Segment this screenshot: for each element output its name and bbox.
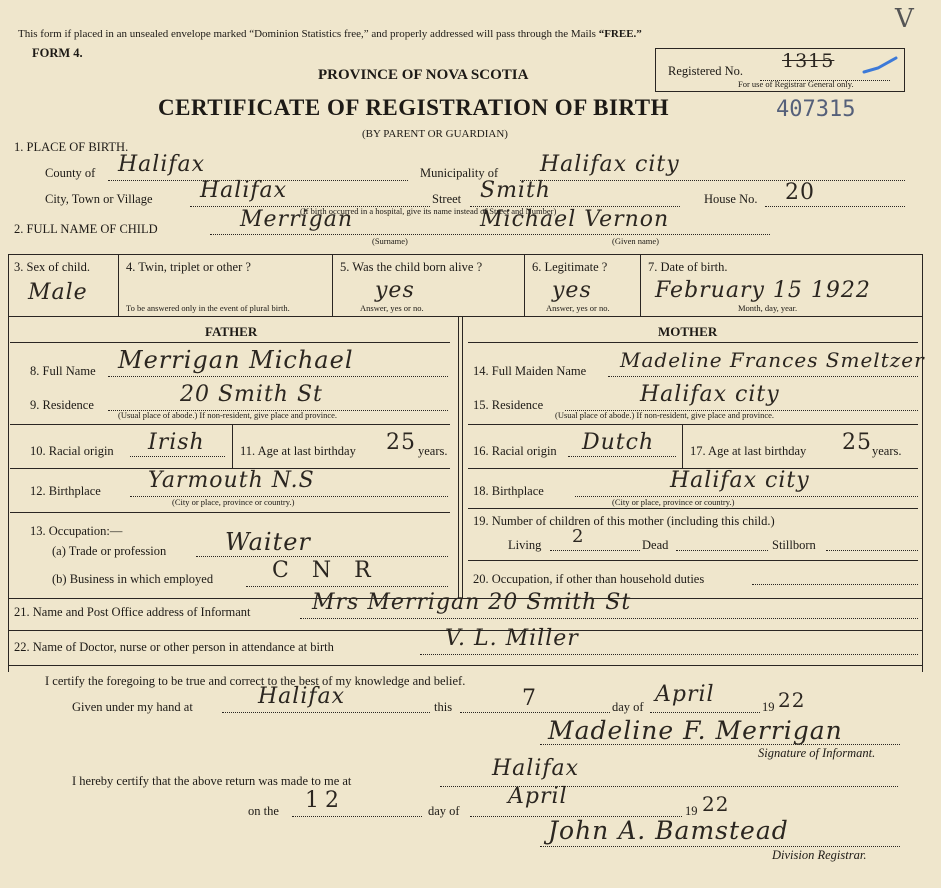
given-day: 7 — [522, 686, 537, 711]
mother-stillborn-label: Stillborn — [772, 538, 816, 552]
given-year-prefix: 19 — [762, 700, 775, 714]
registered-label: Registered No. — [668, 64, 743, 78]
mother-birthplace-label: 18. Birthplace — [473, 484, 544, 498]
father-residence-label: 9. Residence — [30, 398, 94, 412]
sex-value: Male — [28, 280, 88, 305]
mother-name-value: Madeline Frances Smeltzer — [620, 348, 925, 372]
street-label: Street — [432, 192, 462, 206]
informant-label: 21. Name and Post Office address of Informant — [14, 605, 251, 619]
father-business-label: (b) Business in which employed — [52, 572, 214, 586]
city-label: City, Town or Village — [45, 192, 153, 206]
mother-occupation-label: 20. Occupation, if other than household duties — [473, 572, 705, 586]
return-year: 22 — [702, 792, 730, 816]
legitimate-value: yes — [552, 278, 592, 303]
mother-living-label: Living — [508, 538, 542, 552]
return-day: 12 — [305, 788, 345, 813]
doctor-label: 22. Name of Doctor, nurse or other person in attendance at birth — [14, 640, 334, 654]
mailing-notice-free: “FREE.” — [598, 28, 642, 40]
day-of-label: day of — [612, 700, 644, 714]
form-number: FORM 4. — [32, 46, 83, 60]
return-year-prefix: 19 — [685, 804, 698, 818]
on-the-label: on the — [248, 804, 279, 818]
date-caption: Month, day, year. — [738, 303, 798, 313]
mother-age-suffix: years. — [872, 444, 902, 458]
on-day-of-label: day of — [428, 804, 460, 818]
legitimate-label: 6. Legitimate ? — [532, 260, 608, 274]
mother-heading: MOTHER — [658, 324, 718, 339]
hospital-note: (If birth occurred in a hospital, give its name instead of Street and Number) — [300, 206, 557, 216]
stamp-number: 407315 — [776, 97, 856, 122]
given-year: 22 — [778, 688, 806, 712]
mother-residence-label: 15. Residence — [473, 398, 544, 412]
date-of-birth-label: 7. Date of birth. — [648, 260, 728, 274]
father-racial-value: Irish — [148, 430, 205, 455]
father-birthplace-value: Yarmouth N.S — [148, 468, 315, 493]
registered-number: 1315 — [782, 50, 835, 72]
mother-birthplace-note: (City or place, province or country.) — [612, 497, 735, 507]
father-residence-value: 20 Smith St — [180, 382, 323, 407]
mother-name-label: 14. Full Maiden Name — [473, 364, 587, 378]
this-label: this — [434, 700, 453, 714]
alive-value: yes — [375, 278, 415, 303]
twin-note: To be answered only in the event of plural birth. — [126, 303, 290, 313]
father-racial-label: 10. Racial origin — [30, 444, 114, 458]
child-name-label: 2. FULL NAME OF CHILD — [14, 222, 158, 236]
mother-dead-label: Dead — [642, 538, 669, 552]
mother-residence-note: (Usual place of abode.) If non-resident, give place and province. — [555, 410, 775, 420]
twin-label: 4. Twin, triplet or other ? — [126, 260, 251, 274]
return-text: I hereby certify that the above return was made to me at — [72, 774, 352, 788]
mother-living-value: 2 — [572, 526, 585, 547]
father-age-suffix: years. — [418, 444, 448, 458]
house-label: House No. — [704, 192, 758, 206]
county-value: Halifax — [118, 152, 206, 177]
municipality-value: Halifax city — [540, 152, 680, 177]
father-age-label: 11. Age at last birthday — [240, 444, 356, 458]
city-value: Halifax — [200, 178, 288, 203]
mother-age-label: 17. Age at last birthday — [690, 444, 807, 458]
registrar-use-note: For use of Registrar General only. — [738, 79, 854, 89]
sex-label: 3. Sex of child. — [14, 260, 91, 274]
house-value: 20 — [785, 180, 815, 205]
mother-racial-label: 16. Racial origin — [473, 444, 557, 458]
registrar-signature-caption: Division Registrar. — [772, 848, 867, 862]
doctor-value: V. L. Miller — [445, 626, 579, 651]
return-month: April — [508, 784, 568, 809]
father-trade-label: (a) Trade or profession — [52, 544, 167, 558]
mailing-notice — [18, 28, 642, 40]
father-birthplace-label: 12. Birthplace — [30, 484, 101, 498]
mother-birthplace-value: Halifax city — [670, 468, 810, 493]
mother-racial-value: Dutch — [582, 430, 655, 455]
given-label: Given under my hand at — [72, 700, 193, 714]
mailing-notice-text: This form if placed in an unsealed envelope marked “Dominion Statistics free,” and properly addressed will pass through the Mails — [18, 28, 596, 40]
municipality-label: Municipality of — [420, 166, 499, 180]
informant-signature: Madeline F. Merrigan — [548, 716, 843, 745]
given-place: Halifax — [258, 684, 346, 709]
page-title: CERTIFICATE OF REGISTRATION OF BIRTH — [158, 95, 669, 120]
province-heading: PROVINCE OF NOVA SCOTIA — [318, 67, 529, 83]
alive-label: 5. Was the child born alive ? — [340, 260, 483, 274]
mother-children-label: 19. Number of children of this mother (including this child.) — [473, 514, 775, 528]
father-occupation-label: 13. Occupation:— — [30, 524, 123, 538]
blue-check-mark — [860, 54, 900, 78]
check-mark: V — [895, 4, 915, 34]
place-of-birth-heading: 1. PLACE OF BIRTH. — [14, 140, 129, 154]
father-birthplace-note: (City or place, province or country.) — [172, 497, 295, 507]
county-label: County of — [45, 166, 96, 180]
date-of-birth-value: February 15 1922 — [655, 278, 871, 303]
father-age-value: 25 — [386, 430, 416, 455]
alive-caption: Answer, yes or no. — [360, 303, 424, 313]
certify-text: I certify the foregoing to be true and correct to the best of my knowledge and belief. — [45, 674, 466, 688]
father-residence-note: (Usual place of abode.) If non-resident, give place and province. — [118, 410, 338, 420]
mother-residence-value: Halifax city — [640, 382, 780, 407]
child-surname: Merrigan — [240, 207, 353, 232]
child-given-name: Michael Vernon — [480, 207, 670, 232]
surname-caption: (Surname) — [372, 236, 408, 246]
informant-signature-caption: Signature of Informant. — [758, 746, 876, 760]
mother-age-value: 25 — [842, 430, 872, 455]
street-value: Smith — [480, 178, 551, 203]
father-trade-value: Waiter — [225, 528, 311, 556]
legitimate-caption: Answer, yes or no. — [546, 303, 610, 313]
father-name-value: Merrigan Michael — [118, 346, 354, 374]
given-name-caption: (Given name) — [612, 236, 659, 246]
return-place: Halifax — [492, 756, 580, 781]
subtitle: (BY PARENT OR GUARDIAN) — [362, 128, 508, 140]
father-business-value: C N R — [272, 558, 379, 583]
registrar-signature: John A. Bamstead — [548, 816, 789, 845]
father-heading: FATHER — [205, 324, 258, 339]
informant-value: Mrs Merrigan 20 Smith St — [312, 590, 632, 615]
father-name-label: 8. Full Name — [30, 364, 96, 378]
given-month: April — [655, 682, 715, 707]
